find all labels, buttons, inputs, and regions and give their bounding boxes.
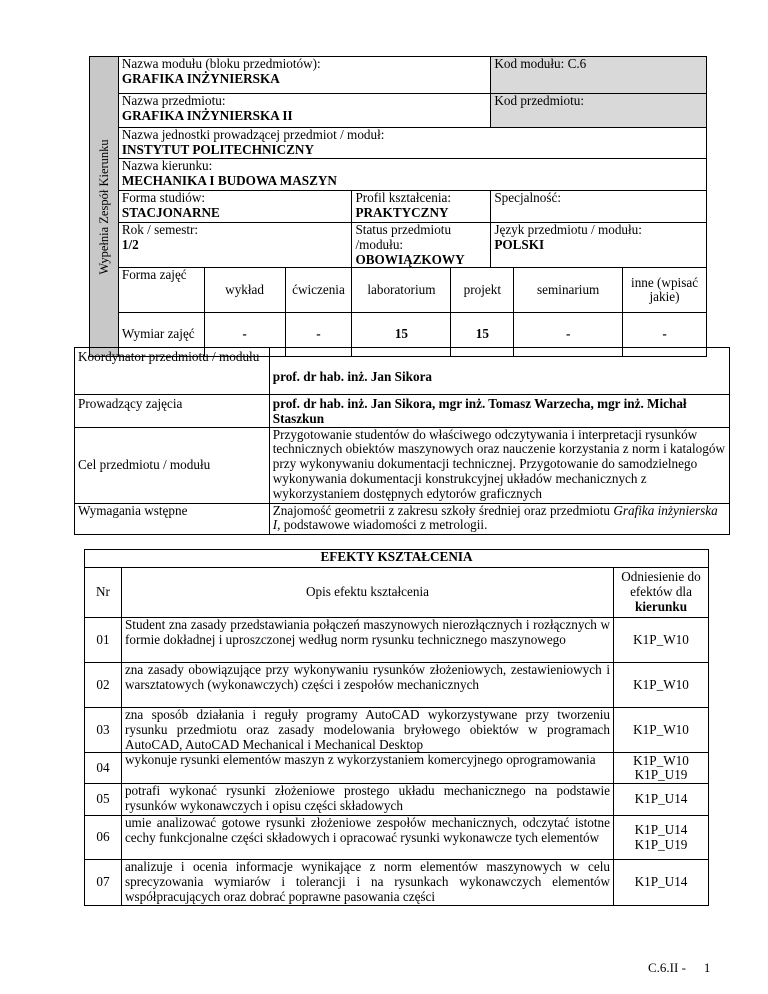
lang-value: POLSKI	[494, 236, 545, 252]
outcome-row	[85, 784, 709, 816]
spec-label: Specjalność:	[494, 190, 561, 205]
outcome-ref: K1P_U14 K1P_U19	[614, 816, 709, 860]
outcome-row	[85, 663, 709, 708]
year-label: Rok / semestr:	[121, 222, 199, 237]
status-value: OBOWIĄZKOWY	[355, 251, 465, 267]
classes-label: Forma zajęć	[118, 268, 204, 313]
outcome-nr: 01	[85, 618, 122, 663]
coordinator-label: Koordynator przedmiotu / modułu	[75, 348, 270, 395]
teachers-value: prof. dr hab. inż. Jan Sikora, mgr inż. Tomasz Warzecha, mgr inż. Michał Staszkun	[269, 395, 729, 428]
outcome-desc: analizuje i ocenia informacje wynikające z norm elementów maszynowych w celu sprecyzowania wymiarów i tolerancji i na rysunkach wykonawczych elementów współpracujących oraz dobrać poprawne pasowania części	[121, 860, 613, 905]
outcome-rows	[85, 618, 709, 906]
module-code-label: Kod modułu: C.6	[494, 56, 587, 71]
col-ref-bold: kierunku	[634, 598, 688, 614]
module-code-cell	[491, 57, 707, 94]
req-subject-italic: Grafika inżynierska I	[272, 502, 718, 533]
hours-seminar: -	[514, 313, 623, 357]
outcome-ref: K1P_W10	[614, 708, 709, 753]
outcome-nr: 07	[85, 860, 122, 905]
field-label: Nazwa kierunku:	[121, 158, 213, 173]
outcome-desc: zna zasady obowiązujące przy wykonywaniu rysunków złożeniowych, zestawieniowych i warsztatowych (wykonawczych) części i zespołów mechanicznych	[121, 663, 613, 708]
col-ref-header	[614, 568, 709, 618]
outcome-desc: zna sposób działania i reguły programy AutoCAD wykorzystywane przy tworzeniu rysunku przedmiotu oraz zasady modelowania bryłowego obiektów w programach AutoCAD, AutoCAD Mechanical i Mechanical Desktop	[121, 708, 613, 753]
class-type-other: inne (wpisać jakie)	[623, 268, 707, 313]
outcomes-title: EFEKTY KSZTAŁCENIA	[85, 550, 709, 568]
outcome-nr: 03	[85, 708, 122, 753]
lang-label: Język przedmiotu / modułu:	[494, 222, 642, 237]
req-text-1: Znajomość geometrii z zakresu szkoły średniej oraz przedmiotu	[272, 502, 614, 518]
class-type-exercises: ćwiczenia	[285, 268, 352, 313]
outcome-ref: K1P_W10 K1P_U19	[614, 753, 709, 784]
goal-label: Cel przedmiotu / modułu	[75, 427, 270, 503]
teachers-label: Prowadzący zajęcia	[75, 395, 270, 428]
module-table	[89, 56, 707, 357]
col-desc-header: Opis efektu kształcenia	[121, 568, 613, 618]
year-value: 1/2	[121, 236, 139, 252]
class-type-lab: laboratorium	[352, 268, 451, 313]
outcome-nr: 05	[85, 784, 122, 816]
hours-label: Wymiar zajęć	[118, 313, 204, 357]
class-type-seminar: seminarium	[514, 268, 623, 313]
module-name-label: Nazwa modułu (bloku przedmiotów):	[121, 56, 321, 71]
info-table	[74, 347, 730, 535]
module-name-value: GRAFIKA INŻYNIERSKA	[121, 70, 280, 86]
unit-label: Nazwa jednostki prowadzącej przedmiot / moduł:	[121, 127, 385, 142]
profile-value: PRAKTYCZNY	[355, 204, 449, 220]
outcome-row	[85, 708, 709, 753]
outcome-desc: umie analizować gotowe rysunki złożeniowe zespołów mechanicznych, odczytać istotne cechy funkcjonalne części składowych i opracować rysunki wykonawcze tych elementów	[121, 816, 613, 860]
hours-project: 15	[451, 313, 514, 357]
footer-code: C.6.II -	[648, 960, 686, 975]
form-label: Forma studiów:	[121, 190, 206, 205]
outcome-nr: 04	[85, 753, 122, 784]
side-label: Wypełnia Zespół Kierunku	[96, 139, 111, 275]
outcome-row	[85, 816, 709, 860]
class-type-project: projekt	[451, 268, 514, 313]
outcome-nr: 02	[85, 663, 122, 708]
unit-value: INSTYTUT POLITECHNICZNY	[121, 141, 314, 157]
profile-label: Profil kształcenia:	[355, 190, 452, 205]
coordinator-value: prof. dr hab. inż. Jan Sikora	[269, 348, 729, 395]
status-label: Status przedmiotu /modułu:	[355, 222, 452, 252]
req-text-2: , podstawowe wiadomości z metrologii.	[277, 517, 488, 533]
goal-value: Przygotowanie studentów do właściwego odczytywania i interpretacji rysunków technicznych obiektów maszynowych oraz nauczenie korzystania z norm i katalogów przy wykonywaniu dokumentacji technicznej. Przygotowanie do samodzielnego wykonywania dokumentacji konstrukcyjnej układów mechanicznych z wykorzystaniem dostępnych edytorów graficznych	[269, 427, 729, 503]
hours-exercises: -	[285, 313, 352, 357]
page-footer	[648, 961, 710, 976]
outcome-row	[85, 860, 709, 905]
page-number: 1	[703, 960, 711, 975]
hours-lab: 15	[352, 313, 451, 357]
col-ref-text: Odniesienie do efektów dla	[621, 569, 701, 600]
subject-code-cell	[491, 94, 707, 128]
field-value: MECHANIKA I BUDOWA MASZYN	[121, 172, 337, 188]
outcome-row	[85, 753, 709, 784]
outcome-ref: K1P_U14	[614, 784, 709, 816]
hours-lecture: -	[204, 313, 285, 357]
subject-value: GRAFIKA INŻYNIERSKA II	[121, 107, 293, 123]
outcome-row	[85, 618, 709, 663]
subject-code-label: Kod przedmiotu:	[494, 93, 585, 108]
outcome-ref: K1P_W10	[614, 663, 709, 708]
outcome-nr: 06	[85, 816, 122, 860]
outcome-ref: K1P_W10	[614, 618, 709, 663]
outcome-desc: wykonuje rysunki elementów maszyn z wykorzystaniem komercyjnego oprogramowania	[121, 753, 613, 784]
outcome-ref: K1P_U14	[614, 860, 709, 905]
hours-other: -	[623, 313, 707, 357]
class-type-lecture: wykład	[204, 268, 285, 313]
form-value: STACJONARNE	[121, 204, 220, 220]
req-value	[269, 503, 729, 534]
col-nr-header: Nr	[85, 568, 122, 618]
outcome-desc: Student zna zasady przedstawiania połączeń maszynowych nierozłącznych i rozłącznych w formie dokładnej i uproszczonej według norm rysunku technicznego maszynowego	[121, 618, 613, 663]
subject-label: Nazwa przedmiotu:	[121, 93, 226, 108]
side-label-cell	[90, 57, 119, 357]
outcome-desc: potrafi wykonać rysunki złożeniowe prostego układu mechanicznego na podstawie rysunków wykonawczych i opisu części składowych	[121, 784, 613, 816]
outcomes-table	[84, 549, 709, 906]
req-label: Wymagania wstępne	[75, 503, 270, 534]
